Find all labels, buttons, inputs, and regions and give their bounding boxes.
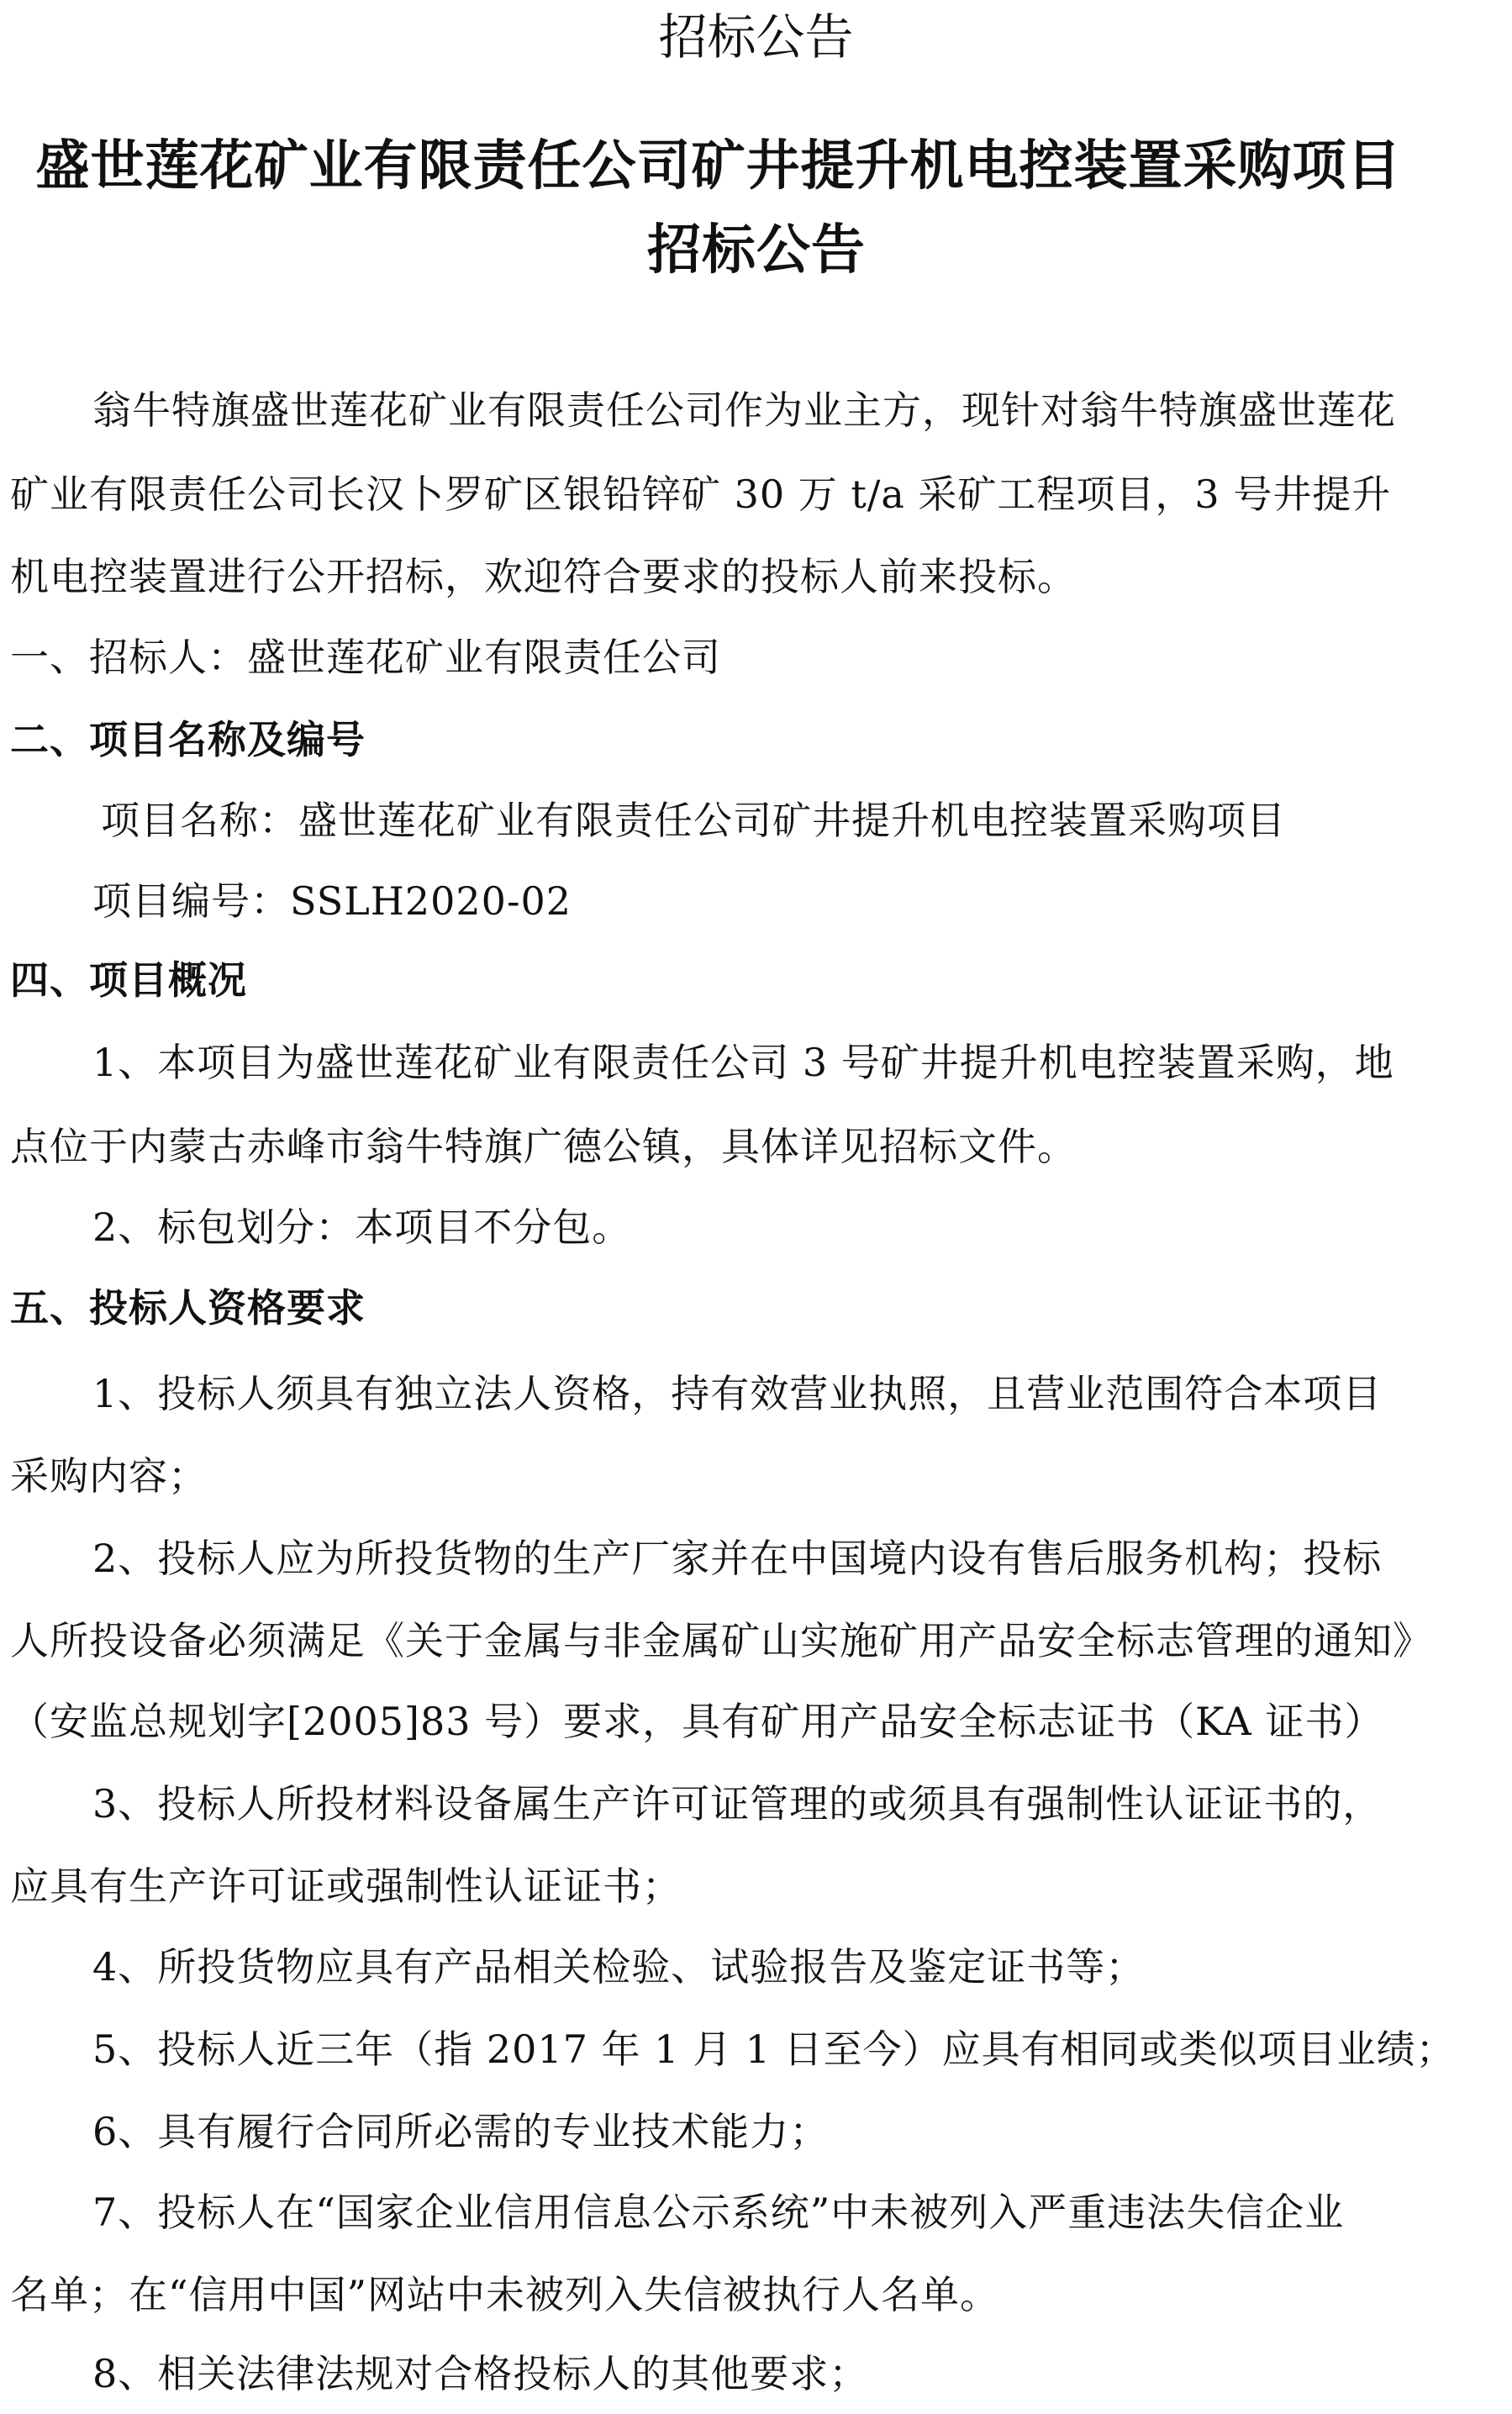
section-qualification-heading: 五、投标人资格要求 bbox=[10, 1285, 366, 1331]
requirement-2-line-3: （安监总规划字[2005]83 号）要求，具有矿用产品安全标志证书（KA 证书） bbox=[10, 1699, 1384, 1744]
overview-item-1-line-2: 点位于内蒙古赤峰市翁牛特旗广德公镇，具体详见招标文件。 bbox=[10, 1124, 1077, 1169]
requirement-5: 5、投标人近三年（指 2017 年 1 月 1 日至今）应具有相同或类似项目业绩； bbox=[92, 2027, 1456, 2072]
main-title-line-1: 盛世莲花矿业有限责任公司矿井提升机电控装置采购项目 bbox=[35, 135, 1402, 198]
requirement-6: 6、具有履行合同所必需的专业技术能力； bbox=[92, 2109, 830, 2154]
overview-item-2: 2、标包划分：本项目不分包。 bbox=[92, 1204, 632, 1250]
requirement-8: 8、相关法律法规对合格投标人的其他要求； bbox=[92, 2351, 869, 2396]
main-title-line-2: 招标公告 bbox=[647, 219, 866, 282]
requirement-2-line-2: 人所投设备必须满足《关于金属与非金属矿山实施矿用产品安全标志管理的通知》 bbox=[10, 1618, 1432, 1663]
overview-item-1-line-1: 1、本项目为盛世莲花矿业有限责任公司 3 号矿井提升机电控装置采购，地 bbox=[92, 1040, 1394, 1085]
requirement-1-line-2: 采购内容； bbox=[10, 1453, 208, 1499]
requirement-1-line-1: 1、投标人须具有独立法人资格，持有效营业执照，且营业范围符合本项目 bbox=[92, 1371, 1383, 1416]
requirement-2-line-1: 2、投标人应为所投货物的生产厂家并在中国境内设有售后服务机构；投标 bbox=[92, 1536, 1383, 1581]
requirement-3-line-1: 3、投标人所投材料设备属生产许可证管理的或须具有强制性认证证书的， bbox=[92, 1781, 1383, 1826]
section-project-name-number-heading: 二、项目名称及编号 bbox=[10, 717, 366, 762]
requirement-7-line-1: 7、投标人在“国家企业信用信息公示系统”中未被列入严重违法失信企业 bbox=[92, 2190, 1345, 2235]
intro-paragraph-line-1: 翁牛特旗盛世莲花矿业有限责任公司作为业主方，现针对翁牛特旗盛世莲花 bbox=[92, 387, 1396, 433]
project-number: 项目编号：SSLH2020-02 bbox=[92, 878, 572, 924]
section-tenderer: 一、招标人：盛世莲花矿业有限责任公司 bbox=[10, 635, 721, 680]
requirement-7-line-2: 名单；在“信用中国”网站中未被列入失信被执行人名单。 bbox=[10, 2272, 1000, 2317]
requirement-3-line-2: 应具有生产许可证或强制性认证证书； bbox=[10, 1863, 682, 1909]
intro-paragraph-line-2: 矿业有限责任公司长汉卜罗矿区银铅锌矿 30 万 t/a 采矿工程项目，3 号井提升 bbox=[10, 472, 1392, 517]
project-name: 项目名称：盛世莲花矿业有限责任公司矿井提升机电控装置采购项目 bbox=[101, 798, 1286, 843]
page-header-title: 招标公告 bbox=[658, 8, 854, 66]
requirement-4: 4、所投货物应具有产品相关检验、试验报告及鉴定证书等； bbox=[92, 1944, 1146, 1990]
intro-paragraph-line-3: 机电控装置进行公开招标，欢迎符合要求的投标人前来投标。 bbox=[10, 554, 1077, 599]
section-project-overview-heading: 四、项目概况 bbox=[10, 957, 247, 1003]
